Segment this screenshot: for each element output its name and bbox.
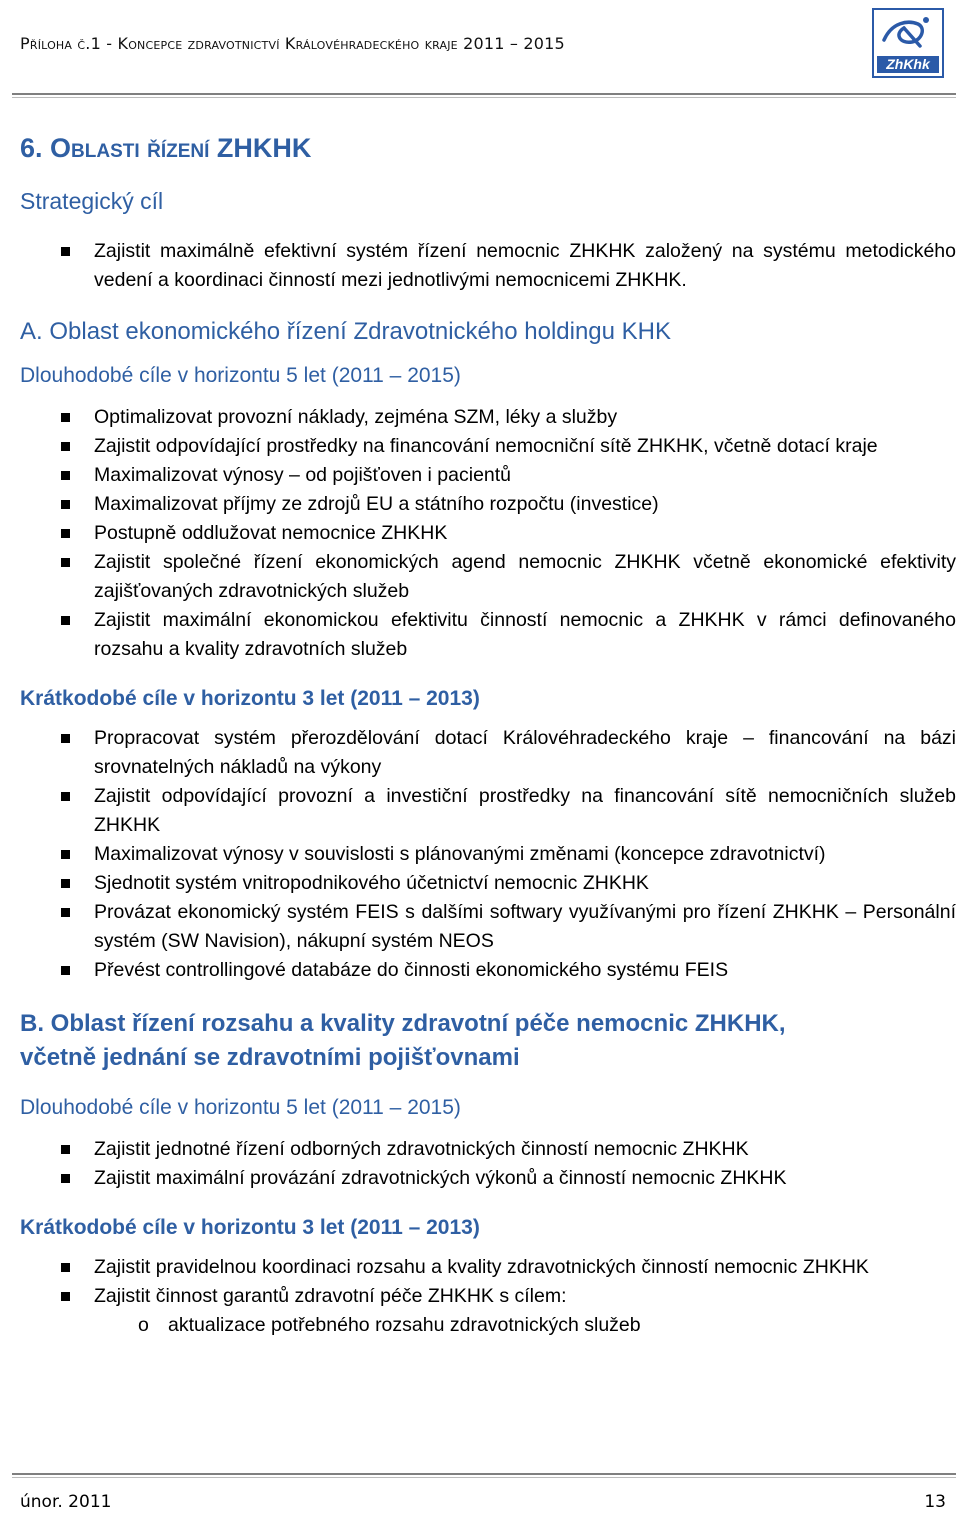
list-item: Zajistit společné řízení ekonomických agend nemocnic ZHKHK včetně ekonomické efektivity zajišťovaných zdravotnických služeb [20, 548, 956, 606]
document-header-title: Příloha č.1 - Koncepce zdravotnictví Královéhradeckého kraje 2011 – 2015 [20, 34, 565, 53]
svg-text:ZhKhk: ZhKhk [886, 56, 930, 72]
list-item: Převést controllingové databáze do činnosti ekonomického systému FEIS [20, 956, 956, 985]
sub-list-item: o aktualizace potřebného rozsahu zdravotnických služeb [20, 1311, 956, 1340]
header-divider [12, 93, 956, 95]
part-a-long-term-heading: Dlouhodobé cíle v horizontu 5 let (2011 – 2015) [20, 364, 461, 387]
footer-divider-thin [12, 1477, 956, 1478]
list-item: Maximalizovat výnosy v souvislosti s plánovanými změnami (koncepce zdravotnictví) [20, 840, 956, 869]
part-b-title-line1: B. Oblast řízení rozsahu a kvality zdravotní péče nemocnic ZHKHK, [20, 1010, 786, 1037]
list-item: Propracovat systém přerozdělování dotací Královéhradeckého kraje – financování na bázi srovnatelných nákladů na výkony [20, 724, 956, 782]
list-item: Provázat ekonomický systém FEIS s dalšími softwary využívanými pro řízení ZHKHK – Personální systém (SW Navision), nákupní systém NEOS [20, 898, 956, 956]
strategic-goal-heading: Strategický cíl [20, 188, 164, 214]
list-item: Postupně oddlužovat nemocnice ZHKHK [20, 519, 956, 548]
part-b-long-term-heading: Dlouhodobé cíle v horizontu 5 let (2011 – 2015) [20, 1096, 461, 1119]
part-a-short-term-list [20, 724, 956, 985]
list-item: Zajistit maximálně efektivní systém řízení nemocnic ZHKHK založený na systému metodického vedení a koordinaci činností mezi jednotlivými nemocnicemi ZHKHK. [20, 237, 956, 295]
list-item: Maximalizovat příjmy ze zdrojů EU a státního rozpočtu (investice) [20, 490, 956, 519]
page-content [20, 128, 956, 1340]
list-item: Zajistit odpovídající provozní a investiční prostředky na financování sítě nemocničních služeb ZHKHK [20, 782, 956, 840]
section-title: 6. Oblasti řízení ZHKHK [20, 133, 312, 163]
list-item: Sjednotit systém vnitropodnikového účetnictví nemocnic ZHKHK [20, 869, 956, 898]
list-item: Zajistit odpovídající prostředky na financování nemocniční sítě ZHKHK, včetně dotací kraje [20, 432, 956, 461]
list-item: Optimalizovat provozní náklady, zejména SZM, léky a služby [20, 403, 956, 432]
list-item: Zajistit činnost garantů zdravotní péče ZHKHK s cílem: [20, 1282, 956, 1311]
footer-divider [12, 1473, 956, 1475]
part-a-short-term-heading: Krátkodobé cíle v horizontu 3 let (2011 – 2013) [20, 687, 480, 710]
header-divider-thin [12, 97, 956, 98]
part-b-short-term-list [20, 1253, 956, 1311]
list-item: Zajistit maximální provázání zdravotnických výkonů a činností nemocnic ZHKHK [20, 1164, 956, 1193]
page-number: 13 [924, 1492, 946, 1512]
part-b-sub-list [20, 1311, 956, 1340]
part-a-title: A. Oblast ekonomického řízení Zdravotnického holdingu KHK [20, 318, 672, 345]
part-b-short-term-heading: Krátkodobé cíle v horizontu 3 let (2011 – 2013) [20, 1216, 480, 1239]
list-item: Zajistit jednotné řízení odborných zdravotnických činností nemocnic ZHKHK [20, 1135, 956, 1164]
zhkhk-logo [872, 8, 944, 78]
part-b-title-line2: včetně jednání se zdravotními pojišťovnami [20, 1044, 520, 1071]
footer-date: únor. 2011 [20, 1492, 112, 1512]
logo-graphic-icon [874, 10, 942, 76]
strategic-goal-list [20, 237, 956, 295]
part-a-long-term-list [20, 403, 956, 664]
part-b-long-term-list [20, 1135, 956, 1193]
list-item: Zajistit pravidelnou koordinaci rozsahu a kvality zdravotnických činností nemocnic ZHKHK [20, 1253, 956, 1282]
list-item: Maximalizovat výnosy – od pojišťoven i pacientů [20, 461, 956, 490]
list-item: Zajistit maximální ekonomickou efektivitu činností nemocnic a ZHKHK v rámci definovaného rozsahu a kvality zdravotních služeb [20, 606, 956, 664]
